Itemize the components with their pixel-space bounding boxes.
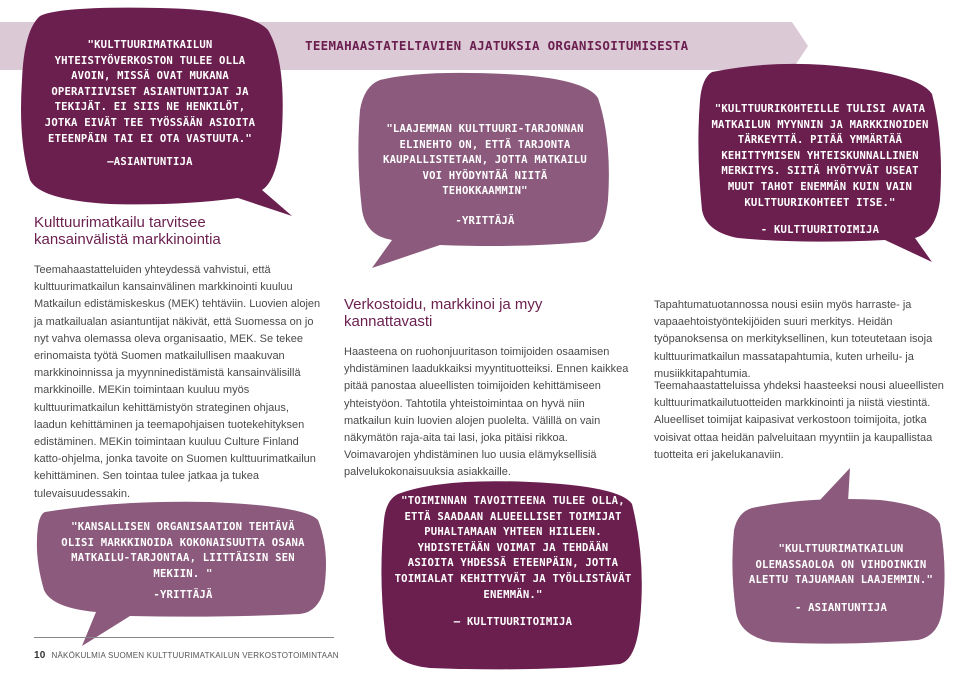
quote-3-text: "KULTTUURIKOHTEILLE TULISI AVATA MATKAILUN MYYNNIN JA MARKKINOIDEN TÄRKEYTTÄ. PITÄÄ YMMÄRTÄÄ KEHITTYMISEN YHTEISKUNNALLINEN MERKITYS. SIITÄ HYÖTYVÄT USEAT MUUT TAHOT ENEMMÄN KUIN VAIN KULTTUURIKOHTEET ITSE." xyxy=(711,103,929,209)
page-footer xyxy=(34,650,339,661)
quote-1 xyxy=(40,38,260,171)
quote-2 xyxy=(378,122,592,230)
col3-paragraph-2: Teemahaastatteluissa yhdeksi haasteeksi nousi alueellisten kulttuurimatkailutuotteiden markkinointi ja niistä viestintä. Alueelliset toimijat kaipasivat verkostoon toimijoita, jotka voisivat ottaa heidän palveluitaan myyntiin ja kaupallistaa tuotteita eri jakelukanaviin. xyxy=(654,380,944,461)
col3-paragraph-1: Tapahtumatuotannossa nousi esiin myös harraste- ja vapaaehtoistyöntekijöiden suuri merkitys. Heidän työpanoksensa on merkityksellinen, kun toteutetaan isoja kulttuurimatkailun massatapahtumia, kuten urheilu- ja musiikkitapahtumia. xyxy=(654,299,933,380)
footer-title: NÄKÖKULMIA SUOMEN KULTTUURIMATKAILUN VERKOSTOTOIMINTAAN xyxy=(51,651,339,660)
quote-1-text: "KULTTUURIMATKAILUN YHTEISTYÖVERKOSTON TULEE OLLA AVOIN, MISSÄ OVAT MUKANA OPERATIIVISET ASIANTUNTIJAT JA TEKIJÄT. EI SIIS NE HENKILÖT, JOTKA EIVÄT TEE TYÖSSÄÄN ASIOITA ETEENPÄIN TAI EI OTA VASTUUTA." xyxy=(44,39,256,145)
quote-4 xyxy=(52,520,314,604)
quote-2-author: -YRITTÄJÄ xyxy=(455,214,515,227)
banner-title: TEEMAHAASTATELTAVIEN AJATUKSIA ORGANISOITUMISESTA xyxy=(305,38,689,53)
quote-5-author: – KULTTUURITOIMIJA xyxy=(453,616,573,629)
quote-3-author: - KULTTUURITOIMIJA xyxy=(760,224,880,237)
quote-4-author: -YRITTÄJÄ xyxy=(153,589,213,602)
quote-1-author: –ASIANTUNTIJA xyxy=(107,156,193,169)
footer-rule xyxy=(34,637,334,638)
col2-heading: Verkostoidu, markkinoi ja myy kannattavasti xyxy=(344,296,543,330)
quote-6 xyxy=(748,542,934,616)
quote-4-text: "KANSALLISEN ORGANISAATION TEHTÄVÄ OLISI MARKKINOIDA KOKONAISUUTTA OSANA MATKAILU-TARJONTAA, LIITTÄISIN SEN MEKIIN. " xyxy=(61,521,305,580)
quote-5-text: "TOIMINNAN TAVOITTEENA TULEE OLLA, ETTÄ SAADAAN ALUEELLISET TOIMIJAT PUHALTAMAAN YHTEEN HIILEEN. YHDISTETÄÄN VOIMAT JA TEHDÄÄN ASIOITA YHDESSÄ ETEENPÄIN, JOTTA TOIMIALAT KEHITTYVÄT JA TYÖLLISTÄVÄT ENEMMÄN." xyxy=(394,495,632,601)
page-number: 10 xyxy=(34,650,46,661)
quote-5 xyxy=(392,494,634,631)
quote-6-author: - ASIANTUNTIJA xyxy=(794,601,888,614)
col1-heading: Kulttuurimatkailu tarvitsee kansainvälistä markkinointia xyxy=(34,214,221,248)
quote-2-text: "LAAJEMMAN KULTTUURI-TARJONNAN ELINEHTO ON, ETTÄ TARJONTA KAUPALLISTETAAN, JOTTA MATKAILU VOI HYÖDYNTÄÄ NIITÄ TEHOKKAAMMIN" xyxy=(383,123,587,198)
quote-3 xyxy=(708,102,932,239)
quote-6-text: "KULTTUURIMATKAILUN OLEMASSAOLOA ON VIHDOINKIN ALETTU TAJUAMAAN LAAJEMMIN." xyxy=(748,543,934,587)
col2-body: Haasteena on ruohonjuuritason toimijoiden osaamisen yhdistäminen laadukkaiksi myyntituotteiksi. Ennen kaikkea pitää panostaa alueellisten toimijoiden kehittämiseen yhteistyöon. Tahtotila yhteistoimintaa on hyvä niin matkailun kuin luovien alojen puolelta. Välillä on vain näkymätön raja-aita tai lasi, joka pitäisi rikkoa. Voimavarojen yhdistäminen luo uusia elämyksellisiä palvelukokonaisuuksia asiakkaille. xyxy=(344,346,629,479)
col1-body: Teemahaastatteluiden yhteydessä vahvistui, että kulttuurimatkailun kansainvälinen markkinointi kuuluu Matkailun edistämiskeskus (MEK) tehtäviin. Luovien alojen ja matkailualan asiantuntijat näkivät, että Suomessa on jo nyt vahva olemassa oleva organisaatio, MEK. Se tekee erinomaista työtä Suomen matkailullisen maakuvan markkinoinnissa ja myynninedistämistä kansainvälisillä markkinoille. MEKin toimintaan kuuluu myös kulttuurimatkailun kehittämistyön strateginen ohjaus, laadun kehittäminen ja teemapohjaisen tuotekehityksen edistäminen. MEKin toimintaan kuuluu Culture Finland katto-ohjelma, jonka tavoite on Suomen kulttuurimatkailun kehittäminen. Sen tointaa tulee jatkaa ja tukea tulevaisuudessakin. xyxy=(34,264,321,500)
